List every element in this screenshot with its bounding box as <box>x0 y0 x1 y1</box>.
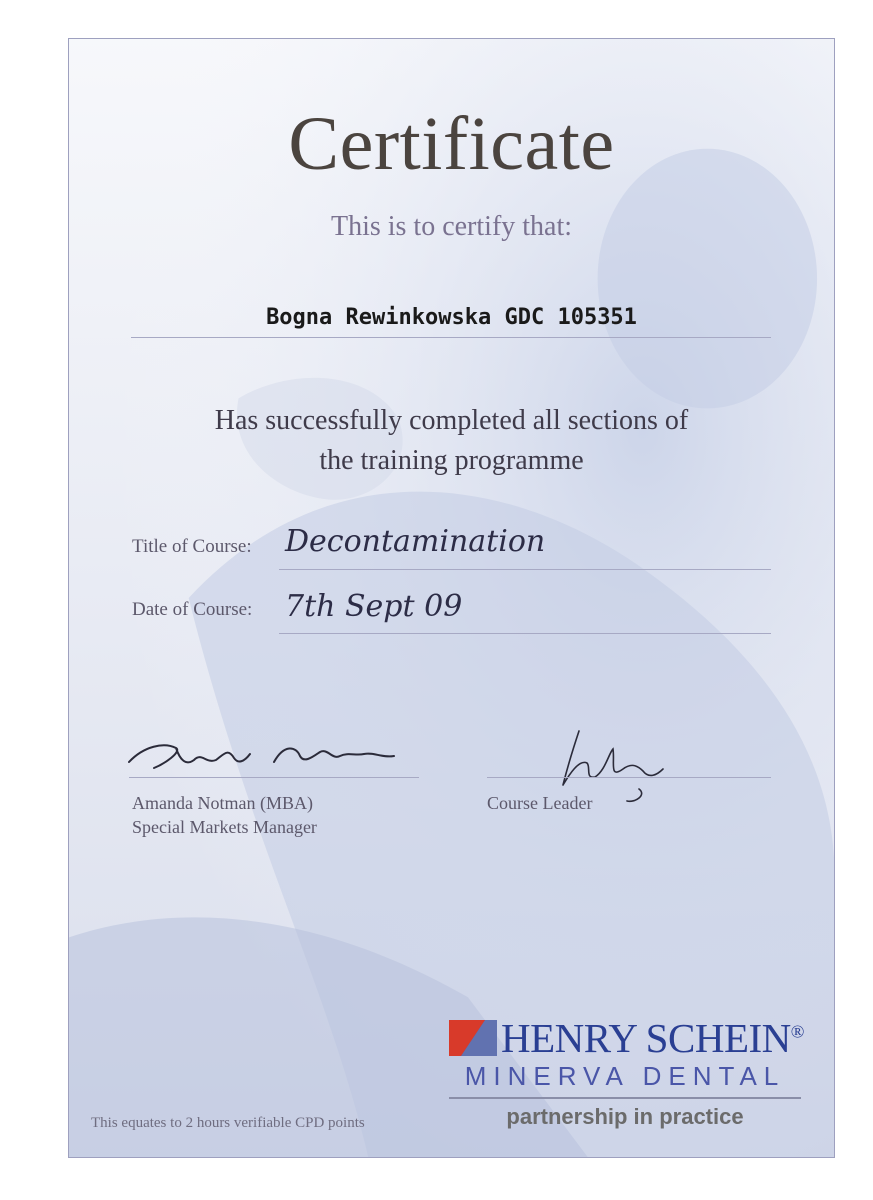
completion-statement <box>69 401 834 481</box>
certify-text: This is to certify that: <box>330 211 573 242</box>
course-date-label: Date of Course: <box>132 599 253 620</box>
cpd-note: This equates to 2 hours verifiable CPD points <box>91 1115 365 1131</box>
course-title-underline <box>279 569 771 570</box>
left-signatory <box>132 791 317 839</box>
left-signatory-role: Special Markets Manager <box>132 817 317 837</box>
course-date-value: 7th Sept 09 <box>285 589 463 624</box>
completion-line-1: Has successfully completed all sections of <box>214 405 689 436</box>
left-signatory-name: Amanda Notman (MBA) <box>132 793 313 813</box>
brand-name-text: HENRY SCHEIN <box>501 1015 791 1061</box>
tagline: partnership in practice <box>506 1104 744 1129</box>
course-leader-label: Course Leader <box>487 793 593 813</box>
sub-brand: MINERVA DENTAL <box>464 1061 786 1091</box>
brand-name <box>501 1014 804 1062</box>
logo-divider <box>449 1097 801 1099</box>
completion-line-2: the training programme <box>319 445 584 476</box>
course-title-value: Decontamination <box>285 524 546 559</box>
henry-schein-logo <box>449 1014 819 1139</box>
left-signature-line <box>129 777 419 778</box>
brand-flag-icon <box>449 1020 497 1056</box>
right-signature-line <box>487 777 771 778</box>
certificate-title: Certificate <box>288 102 615 186</box>
recipient-underline <box>131 337 771 338</box>
course-title-label: Title of Course: <box>132 536 252 557</box>
registered-mark: ® <box>790 1021 804 1042</box>
recipient-name: Bogna Rewinkowska GDC 105351 <box>266 305 637 330</box>
course-date-underline <box>279 633 771 634</box>
certificate-frame <box>68 38 835 1158</box>
